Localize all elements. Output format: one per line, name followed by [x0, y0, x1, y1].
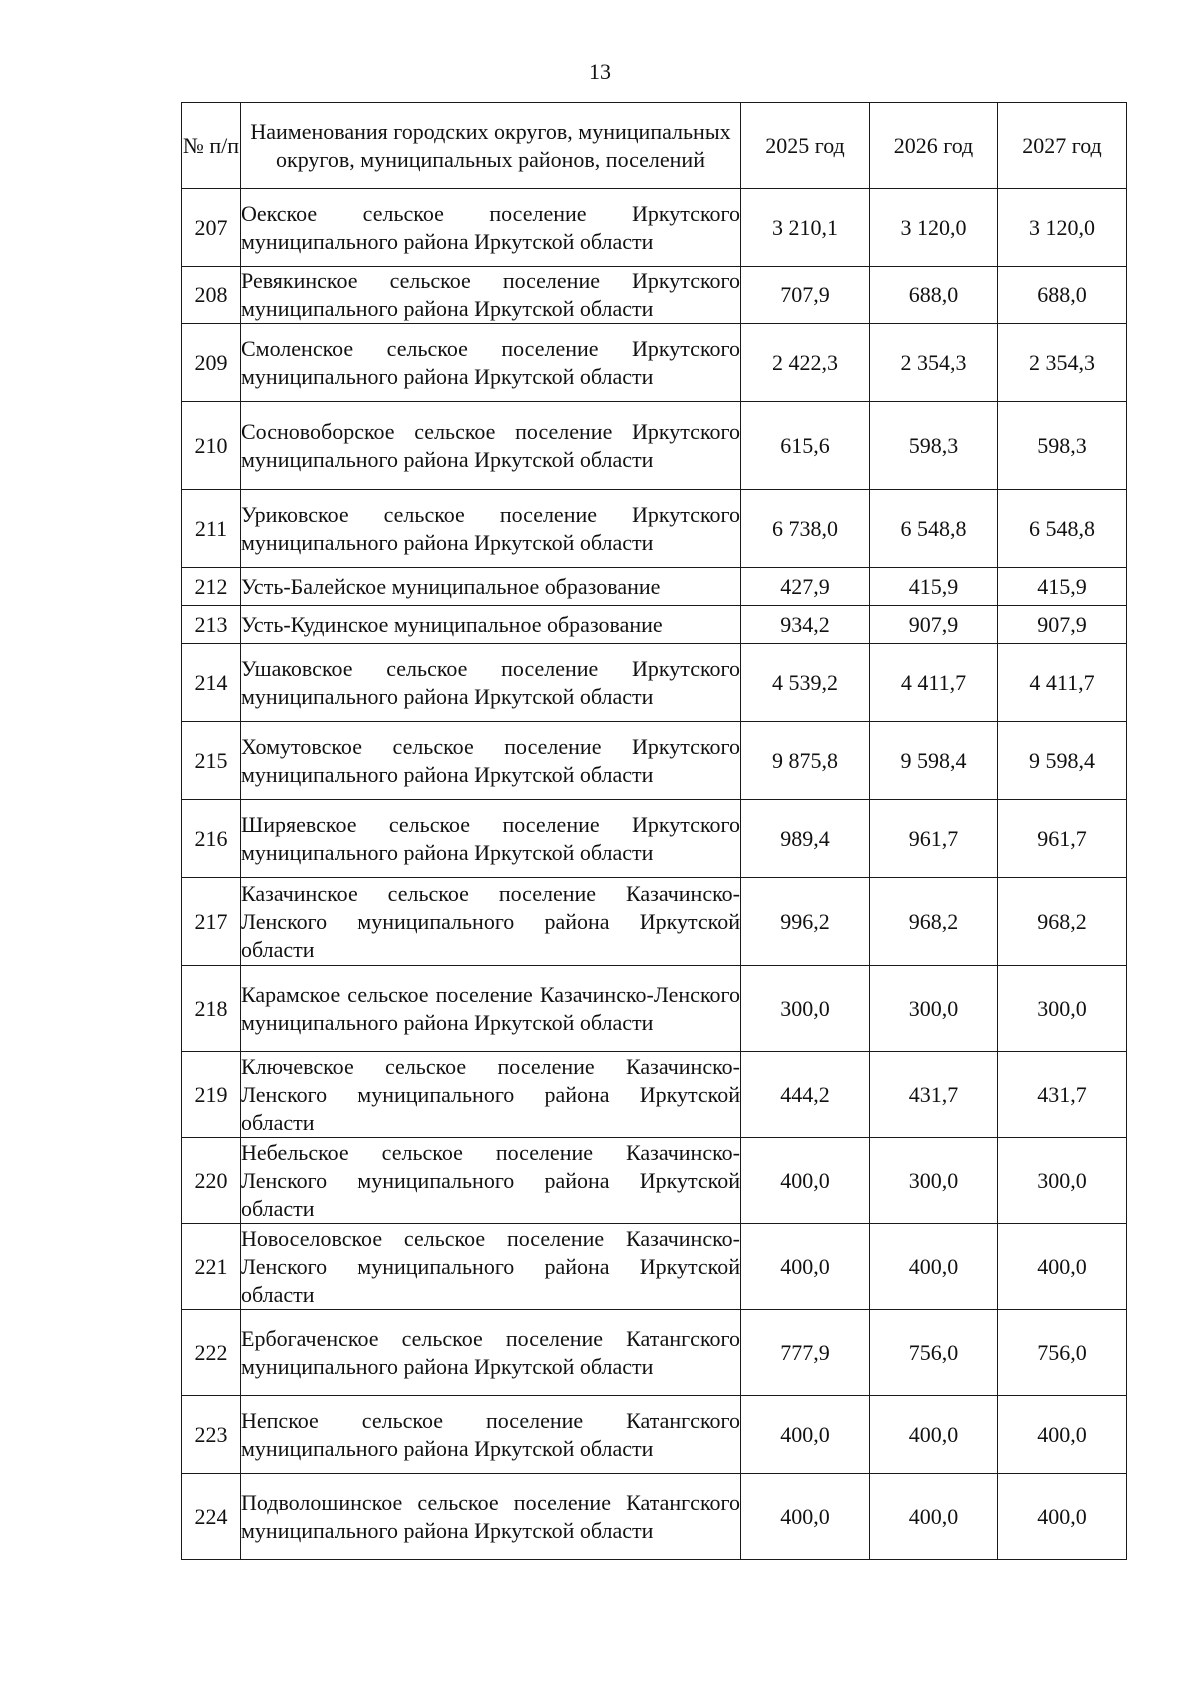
row-name: Ширяевское сельское поселение Иркутского муниципального района Иркутской области [241, 800, 741, 878]
row-number: 210 [182, 402, 241, 490]
table-row [182, 1474, 1127, 1560]
row-number: 223 [182, 1396, 241, 1474]
row-name: Новоселовское сельское поселение Казачинско-Ленского муниципального района Иркутской области [241, 1224, 741, 1310]
value-2025: 427,9 [741, 568, 870, 606]
row-name: Оекское сельское поселение Иркутского муниципального района Иркутской области [241, 189, 741, 267]
row-number: 219 [182, 1052, 241, 1138]
value-2026: 756,0 [870, 1310, 998, 1396]
table-row [182, 267, 1127, 324]
row-name: Непское сельское поселение Катангского муниципального района Иркутской области [241, 1396, 741, 1474]
row-number: 218 [182, 966, 241, 1052]
row-number: 216 [182, 800, 241, 878]
value-2027: 907,9 [998, 606, 1127, 644]
value-2027: 400,0 [998, 1474, 1127, 1560]
row-number: 208 [182, 267, 241, 324]
value-2025: 6 738,0 [741, 490, 870, 568]
table-row [182, 722, 1127, 800]
value-2027: 400,0 [998, 1396, 1127, 1474]
value-2026: 968,2 [870, 878, 998, 966]
value-2025: 400,0 [741, 1224, 870, 1310]
table-row [182, 189, 1127, 267]
value-2026: 6 548,8 [870, 490, 998, 568]
header-year-2027: 2027 год [998, 103, 1127, 189]
header-number: № п/п [182, 103, 241, 189]
row-name: Сосновоборское сельское поселение Иркутского муниципального района Иркутской области [241, 402, 741, 490]
row-name: Подволошинское сельское поселение Катангского муниципального района Иркутской области [241, 1474, 741, 1560]
table-row [182, 606, 1127, 644]
table-row [182, 644, 1127, 722]
table-row [182, 800, 1127, 878]
row-name: Усть-Балейское муниципальное образование [241, 568, 741, 606]
row-number: 212 [182, 568, 241, 606]
value-2026: 961,7 [870, 800, 998, 878]
value-2026: 300,0 [870, 966, 998, 1052]
table-row [182, 1310, 1127, 1396]
subsidy-table [181, 102, 1127, 1560]
row-number: 222 [182, 1310, 241, 1396]
table-row [182, 1138, 1127, 1224]
value-2027: 9 598,4 [998, 722, 1127, 800]
row-number: 215 [182, 722, 241, 800]
value-2026: 688,0 [870, 267, 998, 324]
value-2026: 3 120,0 [870, 189, 998, 267]
table-row [182, 402, 1127, 490]
value-2025: 989,4 [741, 800, 870, 878]
value-2025: 300,0 [741, 966, 870, 1052]
row-number: 214 [182, 644, 241, 722]
table-row [182, 568, 1127, 606]
row-name: Хомутовское сельское поселение Иркутского муниципального района Иркутской области [241, 722, 741, 800]
value-2026: 400,0 [870, 1474, 998, 1560]
page-number: 13 [589, 59, 611, 84]
table-row [182, 324, 1127, 402]
header-year-2025: 2025 год [741, 103, 870, 189]
value-2027: 6 548,8 [998, 490, 1127, 568]
value-2026: 907,9 [870, 606, 998, 644]
row-name: Ушаковское сельское поселение Иркутского муниципального района Иркутской области [241, 644, 741, 722]
value-2025: 4 539,2 [741, 644, 870, 722]
value-2026: 9 598,4 [870, 722, 998, 800]
row-number: 213 [182, 606, 241, 644]
table-row [182, 878, 1127, 966]
value-2025: 934,2 [741, 606, 870, 644]
value-2027: 598,3 [998, 402, 1127, 490]
value-2026: 431,7 [870, 1052, 998, 1138]
value-2027: 400,0 [998, 1224, 1127, 1310]
value-2027: 756,0 [998, 1310, 1127, 1396]
value-2025: 996,2 [741, 878, 870, 966]
row-number: 211 [182, 490, 241, 568]
row-name: Смоленское сельское поселение Иркутского муниципального района Иркутской области [241, 324, 741, 402]
row-name: Карамское сельское поселение Казачинско-Ленского муниципального района Иркутской области [241, 966, 741, 1052]
row-name: Усть-Кудинское муниципальное образование [241, 606, 741, 644]
value-2025: 707,9 [741, 267, 870, 324]
table-row [182, 966, 1127, 1052]
value-2025: 9 875,8 [741, 722, 870, 800]
value-2025: 3 210,1 [741, 189, 870, 267]
value-2026: 4 411,7 [870, 644, 998, 722]
header-year-2026: 2026 год [870, 103, 998, 189]
value-2027: 688,0 [998, 267, 1127, 324]
value-2025: 400,0 [741, 1396, 870, 1474]
header-name: Наименования городских округов, муниципальных округов, муниципальных районов, поселений [241, 103, 741, 189]
row-number: 224 [182, 1474, 241, 1560]
row-number: 220 [182, 1138, 241, 1224]
row-name: Уриковское сельское поселение Иркутского муниципального района Иркутской области [241, 490, 741, 568]
row-name: Ключевское сельское поселение Казачинско-Ленского муниципального района Иркутской области [241, 1052, 741, 1138]
table-row [182, 1052, 1127, 1138]
row-number: 221 [182, 1224, 241, 1310]
value-2025: 400,0 [741, 1138, 870, 1224]
value-2026: 300,0 [870, 1138, 998, 1224]
row-name: Небельское сельское поселение Казачинско-Ленского муниципального района Иркутской области [241, 1138, 741, 1224]
value-2025: 615,6 [741, 402, 870, 490]
value-2025: 400,0 [741, 1474, 870, 1560]
row-name: Ревякинское сельское поселение Иркутского муниципального района Иркутской области [241, 267, 741, 324]
value-2027: 961,7 [998, 800, 1127, 878]
table-row [182, 1396, 1127, 1474]
table-header-row [182, 103, 1127, 189]
row-number: 207 [182, 189, 241, 267]
table-row [182, 1224, 1127, 1310]
row-number: 209 [182, 324, 241, 402]
value-2026: 400,0 [870, 1224, 998, 1310]
value-2027: 968,2 [998, 878, 1127, 966]
value-2025: 777,9 [741, 1310, 870, 1396]
value-2027: 4 411,7 [998, 644, 1127, 722]
value-2027: 3 120,0 [998, 189, 1127, 267]
value-2027: 300,0 [998, 966, 1127, 1052]
value-2026: 598,3 [870, 402, 998, 490]
row-name: Ербогаченское сельское поселение Катангского муниципального района Иркутской области [241, 1310, 741, 1396]
row-number: 217 [182, 878, 241, 966]
value-2026: 415,9 [870, 568, 998, 606]
value-2027: 2 354,3 [998, 324, 1127, 402]
value-2026: 400,0 [870, 1396, 998, 1474]
row-name: Казачинское сельское поселение Казачинско-Ленского муниципального района Иркутской области [241, 878, 741, 966]
value-2025: 2 422,3 [741, 324, 870, 402]
table-row [182, 490, 1127, 568]
value-2027: 415,9 [998, 568, 1127, 606]
value-2027: 431,7 [998, 1052, 1127, 1138]
value-2027: 300,0 [998, 1138, 1127, 1224]
value-2026: 2 354,3 [870, 324, 998, 402]
value-2025: 444,2 [741, 1052, 870, 1138]
